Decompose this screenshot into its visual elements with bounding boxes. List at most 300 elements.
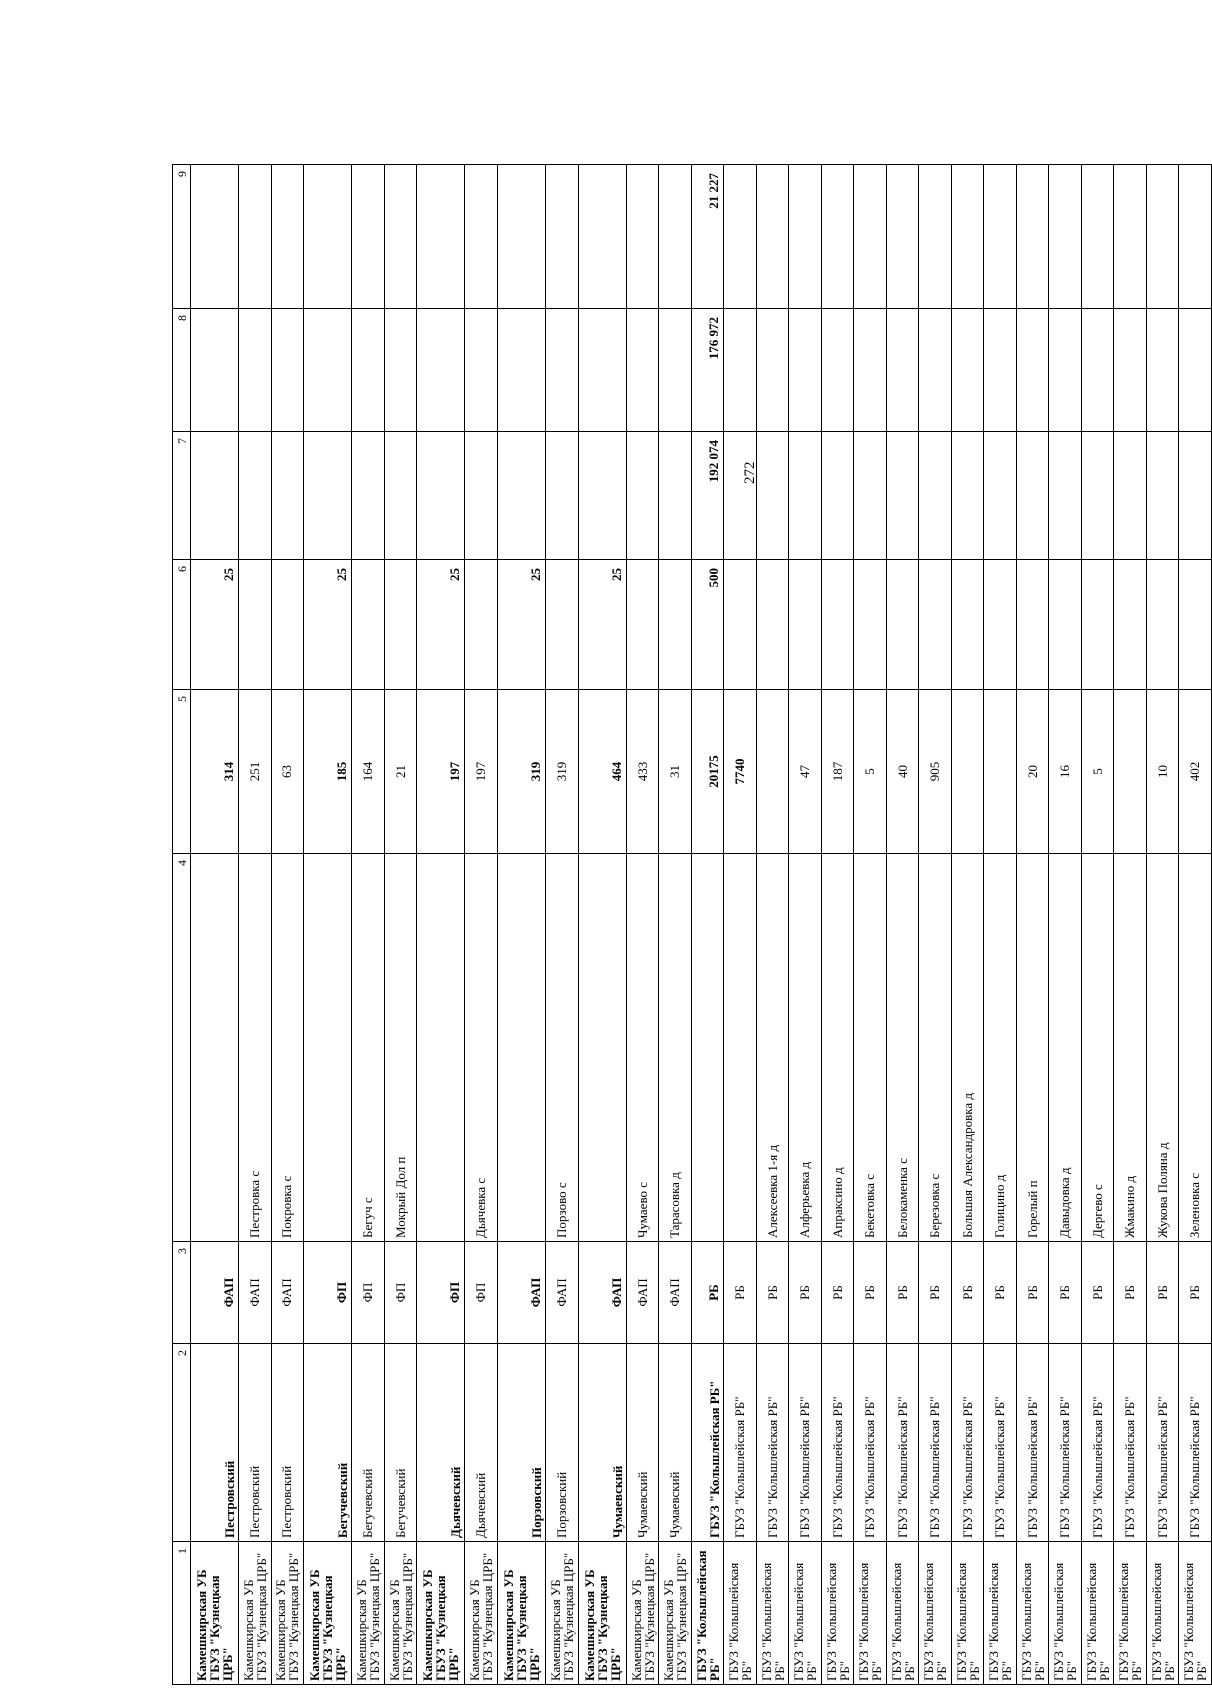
- table-row: [578, 165, 626, 1685]
- institution-line: ГБУЗ "Кольшлейская РБ": [888, 1562, 917, 1681]
- cell-col-8: [417, 309, 465, 432]
- cell-col-7: [1146, 432, 1179, 560]
- table-row: [1114, 165, 1147, 1685]
- institution-line: ГБУЗ "Кузнецкая ЦРБ": [253, 1552, 269, 1681]
- cell-col-1: [1016, 1542, 1049, 1685]
- cell-col-1: [352, 1542, 385, 1685]
- cell-col-8: [854, 309, 887, 432]
- cell-col-7: [854, 432, 887, 560]
- cell-col-9: [1114, 165, 1147, 309]
- cell-col-7: [1081, 432, 1114, 560]
- cell-col-1: [239, 1542, 272, 1685]
- cell-col-2: Порзовский: [546, 1344, 579, 1542]
- cell-col-9: [1016, 165, 1049, 309]
- cell-col-9: [352, 165, 385, 309]
- cell-col-4: Бегуч с: [352, 854, 385, 1242]
- institution-line: ГБУЗ "Кольшлейская РБ": [921, 1562, 950, 1681]
- cell-col-2: ГБУЗ "Кольшлейская РБ": [724, 1344, 757, 1542]
- column-number-row: [173, 165, 191, 1685]
- institution-line: ГБУЗ "Кольшлейская РБ": [1083, 1562, 1112, 1681]
- cell-col-7: [756, 432, 789, 560]
- cell-col-7: [417, 432, 465, 560]
- cell-col-8: [304, 309, 352, 432]
- cell-col-4: Бекетовка с: [854, 854, 887, 1242]
- cell-col-5: [951, 690, 984, 854]
- cell-col-8: [1016, 309, 1049, 432]
- table-row: [724, 165, 757, 1685]
- cell-col-5: 21: [384, 690, 417, 854]
- cell-col-6: [984, 560, 1017, 690]
- cell-col-4: Жмакино д: [1114, 854, 1147, 1242]
- cell-col-3: РБ: [854, 1242, 887, 1344]
- cell-col-9: [1146, 165, 1179, 309]
- cell-col-1: [821, 1542, 854, 1685]
- cell-col-7: 192 074: [691, 432, 724, 560]
- institution-line: Камешкирская УБ: [354, 1579, 370, 1681]
- cell-col-1: [951, 1542, 984, 1685]
- cell-col-8: [1114, 309, 1147, 432]
- column-number-1: 1: [173, 1542, 191, 1685]
- cell-col-4: [691, 854, 724, 1242]
- cell-col-2: ГБУЗ "Кольшлейская РБ": [1016, 1344, 1049, 1542]
- column-number-3: 3: [173, 1242, 191, 1344]
- cell-col-1: [1146, 1542, 1179, 1685]
- cell-col-6: [1016, 560, 1049, 690]
- cell-col-1: [1049, 1542, 1082, 1685]
- cell-col-3: РБ: [1049, 1242, 1082, 1344]
- column-number-9: 9: [173, 165, 191, 309]
- cell-col-3: РБ: [821, 1242, 854, 1344]
- cell-col-3: РБ: [1016, 1242, 1049, 1344]
- cell-col-3: РБ: [789, 1242, 822, 1344]
- cell-col-6: 25: [417, 560, 465, 690]
- cell-col-9: [724, 165, 757, 309]
- table-row: [304, 165, 352, 1685]
- institution-line: Камешкирская УБ: [467, 1579, 483, 1681]
- cell-col-2: Чумаевский: [626, 1344, 659, 1542]
- cell-col-1: [1081, 1542, 1114, 1685]
- data-table: [172, 164, 1212, 1685]
- cell-col-1: [497, 1542, 545, 1685]
- cell-col-9: [497, 165, 545, 309]
- cell-col-8: [465, 309, 498, 432]
- cell-col-8: [578, 309, 626, 432]
- cell-col-8: [984, 309, 1017, 432]
- cell-col-7: [951, 432, 984, 560]
- cell-col-3: РБ: [1146, 1242, 1179, 1344]
- cell-col-7: [724, 432, 757, 560]
- cell-col-3: ФП: [384, 1242, 417, 1344]
- cell-col-7: [659, 432, 692, 560]
- table-row: [271, 165, 304, 1685]
- cell-col-6: [1081, 560, 1114, 690]
- cell-col-1: [546, 1542, 579, 1685]
- table-row: [1146, 165, 1179, 1685]
- cell-col-6: [951, 560, 984, 690]
- institution-line: ГБУЗ "Кольшлейская РБ": [1018, 1562, 1047, 1681]
- cell-col-9: [239, 165, 272, 309]
- cell-col-8: [497, 309, 545, 432]
- table-row: [919, 165, 952, 1685]
- cell-col-9: [1081, 165, 1114, 309]
- cell-col-3: РБ: [1179, 1242, 1212, 1344]
- table-row: [352, 165, 385, 1685]
- institution-line: ГБУЗ "Кузнецкая ЦРБ": [286, 1552, 302, 1681]
- cell-col-4: Зеленовка с: [1179, 854, 1212, 1242]
- cell-col-1: [919, 1542, 952, 1685]
- institution-line: Камешкирская УБ: [386, 1579, 402, 1681]
- cell-col-1: [191, 1542, 239, 1685]
- cell-col-8: [546, 309, 579, 432]
- cell-col-1: [384, 1542, 417, 1685]
- cell-col-5: 905: [919, 690, 952, 854]
- cell-col-6: 25: [578, 560, 626, 690]
- cell-col-7: [984, 432, 1017, 560]
- cell-col-3: ФП: [304, 1242, 352, 1344]
- cell-col-5: 16: [1049, 690, 1082, 854]
- cell-col-8: 176 972: [691, 309, 724, 432]
- cell-col-2: Чумаевский: [578, 1344, 626, 1542]
- column-number-6: 6: [173, 560, 191, 690]
- cell-col-5: [756, 690, 789, 854]
- cell-col-3: ФАП: [239, 1242, 272, 1344]
- cell-col-1: [304, 1542, 352, 1685]
- table-row: [659, 165, 692, 1685]
- cell-col-9: 21 227: [691, 165, 724, 309]
- institution-line: ГБУЗ "Кольшлейская РБ": [1181, 1562, 1210, 1681]
- cell-col-3: РБ: [919, 1242, 952, 1344]
- institution-line: ГБУЗ "Кольшлейская РБ": [1116, 1562, 1145, 1681]
- table-row: [821, 165, 854, 1685]
- table-row: [789, 165, 822, 1685]
- institution-line: ГБУЗ "Кольшлейская РБ": [726, 1562, 755, 1681]
- institution-line: ГБУЗ "Кольшлейская РБ": [1051, 1562, 1080, 1681]
- cell-col-5: [1114, 690, 1147, 854]
- cell-col-9: [821, 165, 854, 309]
- cell-col-9: [919, 165, 952, 309]
- cell-col-4: [724, 854, 757, 1242]
- table-row: [497, 165, 545, 1685]
- cell-col-1: [691, 1542, 724, 1685]
- cell-col-8: [789, 309, 822, 432]
- cell-col-4: Пестровка с: [239, 854, 272, 1242]
- cell-col-3: ФП: [417, 1242, 465, 1344]
- cell-col-4: Дьячевка с: [465, 854, 498, 1242]
- cell-col-9: [417, 165, 465, 309]
- institution-line: Камешкирская УБ: [581, 1569, 597, 1681]
- cell-col-2: ГБУЗ "Кольшлейская РБ": [919, 1344, 952, 1542]
- cell-col-1: [417, 1542, 465, 1685]
- cell-col-1: [1179, 1542, 1212, 1685]
- cell-col-9: [271, 165, 304, 309]
- institution-line: Камешкирская УБ: [661, 1579, 677, 1681]
- page-number: 272: [742, 461, 758, 484]
- table-row: [546, 165, 579, 1685]
- cell-col-9: [789, 165, 822, 309]
- cell-col-2: ГБУЗ "Кольшлейская РБ": [1146, 1344, 1179, 1542]
- cell-col-1: [789, 1542, 822, 1685]
- cell-col-7: [465, 432, 498, 560]
- cell-col-4: Апраксино д: [821, 854, 854, 1242]
- institution-line: ГБУЗ "Кузнецкая ЦРБ": [320, 1575, 349, 1681]
- cell-col-4: Горелый п: [1016, 854, 1049, 1242]
- cell-col-5: 433: [626, 690, 659, 854]
- cell-col-6: [239, 560, 272, 690]
- cell-col-6: 25: [497, 560, 545, 690]
- cell-col-2: Пестровский: [239, 1344, 272, 1542]
- cell-col-8: [951, 309, 984, 432]
- cell-col-7: [546, 432, 579, 560]
- cell-col-3: РБ: [1081, 1242, 1114, 1344]
- table-row: [886, 165, 919, 1685]
- cell-col-4: Чумаево с: [626, 854, 659, 1242]
- cell-col-2: Бегучевский: [304, 1344, 352, 1542]
- cell-col-2: Пестровский: [191, 1344, 239, 1542]
- cell-col-5: 402: [1179, 690, 1212, 854]
- cell-col-4: Голицино д: [984, 854, 1017, 1242]
- institution-line: Камешкирская УБ: [628, 1579, 644, 1681]
- cell-col-2: Дьячевский: [465, 1344, 498, 1542]
- cell-col-6: [465, 560, 498, 690]
- cell-col-7: [1016, 432, 1049, 560]
- cell-col-4: Мокрый Дол п: [384, 854, 417, 1242]
- cell-col-5: 187: [821, 690, 854, 854]
- cell-col-5: 164: [352, 690, 385, 854]
- cell-col-5: 314: [191, 690, 239, 854]
- cell-col-4: Белокаменка с: [886, 854, 919, 1242]
- cell-col-3: РБ: [756, 1242, 789, 1344]
- table-row: [191, 165, 239, 1685]
- cell-col-3: ФАП: [578, 1242, 626, 1344]
- cell-col-5: 185: [304, 690, 352, 854]
- cell-col-2: Порзовский: [497, 1344, 545, 1542]
- cell-col-3: РБ: [724, 1242, 757, 1344]
- institution-line: ГБУЗ "Кузнецкая ЦРБ": [560, 1552, 576, 1681]
- institution-line: Камешкирская УБ: [194, 1569, 210, 1681]
- cell-col-5: 63: [271, 690, 304, 854]
- cell-col-1: [984, 1542, 1017, 1685]
- cell-col-8: [626, 309, 659, 432]
- institution-line: Камешкирская УБ: [501, 1569, 517, 1681]
- institution-line: Камешкирская УБ: [547, 1579, 563, 1681]
- institution-line: Камешкирская УБ: [307, 1569, 323, 1681]
- cell-col-9: [1179, 165, 1212, 309]
- cell-col-2: ГБУЗ "Кольшлейская РБ": [984, 1344, 1017, 1542]
- cell-col-5: 47: [789, 690, 822, 854]
- cell-col-9: [1049, 165, 1082, 309]
- cell-col-6: [659, 560, 692, 690]
- institution-line: Камешкирская УБ: [420, 1569, 436, 1681]
- cell-col-4: Покровка с: [271, 854, 304, 1242]
- table-row: [1179, 165, 1212, 1685]
- column-number-7: 7: [173, 432, 191, 560]
- cell-col-8: [239, 309, 272, 432]
- cell-col-8: [821, 309, 854, 432]
- cell-col-9: [626, 165, 659, 309]
- institution-line: ГБУЗ "Кольшлейская РБ": [693, 1550, 722, 1681]
- cell-col-5: 20: [1016, 690, 1049, 854]
- cell-col-2: ГБУЗ "Кольшлейская РБ": [1081, 1344, 1114, 1542]
- cell-col-9: [191, 165, 239, 309]
- cell-col-1: [578, 1542, 626, 1685]
- cell-col-3: ФП: [465, 1242, 498, 1344]
- cell-col-3: РБ: [1114, 1242, 1147, 1344]
- cell-col-4: Березовка с: [919, 854, 952, 1242]
- cell-col-6: 25: [304, 560, 352, 690]
- column-number-2: 2: [173, 1344, 191, 1542]
- cell-col-6: [886, 560, 919, 690]
- cell-col-7: [626, 432, 659, 560]
- table-row: [384, 165, 417, 1685]
- cell-col-5: 464: [578, 690, 626, 854]
- cell-col-6: [789, 560, 822, 690]
- cell-col-6: [1179, 560, 1212, 690]
- cell-col-3: ФАП: [546, 1242, 579, 1344]
- table-row: [1081, 165, 1114, 1685]
- cell-col-3: ФАП: [271, 1242, 304, 1344]
- institution-line: ГБУЗ "Кузнецкая ЦРБ": [433, 1575, 462, 1681]
- cell-col-5: 319: [546, 690, 579, 854]
- institution-line: ГБУЗ "Кузнецкая ЦРБ": [480, 1552, 496, 1681]
- cell-col-9: [984, 165, 1017, 309]
- cell-col-5: 10: [1146, 690, 1179, 854]
- institution-line: ГБУЗ "Кузнецкая ЦРБ": [514, 1575, 543, 1681]
- cell-col-9: [854, 165, 887, 309]
- cell-col-5: 5: [1081, 690, 1114, 854]
- table-row: [984, 165, 1017, 1685]
- cell-col-9: [546, 165, 579, 309]
- cell-col-4: [304, 854, 352, 1242]
- cell-col-9: [304, 165, 352, 309]
- cell-col-5: 7740: [724, 690, 757, 854]
- cell-col-4: Алферьевка д: [789, 854, 822, 1242]
- cell-col-5: 31: [659, 690, 692, 854]
- table-row: [691, 165, 724, 1685]
- cell-col-5: 197: [465, 690, 498, 854]
- cell-col-5: 20175: [691, 690, 724, 854]
- cell-col-5: 197: [417, 690, 465, 854]
- cell-col-7: [886, 432, 919, 560]
- cell-col-6: [919, 560, 952, 690]
- cell-col-7: [821, 432, 854, 560]
- cell-col-2: Пестровский: [271, 1344, 304, 1542]
- table-row: [239, 165, 272, 1685]
- cell-col-4: [191, 854, 239, 1242]
- cell-col-1: [465, 1542, 498, 1685]
- cell-col-4: [578, 854, 626, 1242]
- cell-col-3: ФАП: [626, 1242, 659, 1344]
- cell-col-1: [271, 1542, 304, 1685]
- cell-col-8: [724, 309, 757, 432]
- institution-line: ГБУЗ "Кузнецкая ЦРБ": [367, 1552, 383, 1681]
- column-number-5: 5: [173, 690, 191, 854]
- cell-col-6: [1146, 560, 1179, 690]
- cell-col-9: [578, 165, 626, 309]
- table-row: [756, 165, 789, 1685]
- table-row: [417, 165, 465, 1685]
- cell-col-7: [239, 432, 272, 560]
- cell-col-9: [659, 165, 692, 309]
- cell-col-3: ФАП: [497, 1242, 545, 1344]
- cell-col-3: РБ: [886, 1242, 919, 1344]
- cell-col-7: [1049, 432, 1082, 560]
- cell-col-7: [384, 432, 417, 560]
- cell-col-1: [854, 1542, 887, 1685]
- cell-col-2: ГБУЗ "Кольшлейская РБ": [886, 1344, 919, 1542]
- cell-col-2: ГБУЗ "Кольшлейская РБ": [756, 1344, 789, 1542]
- cell-col-8: [1146, 309, 1179, 432]
- cell-col-6: [1114, 560, 1147, 690]
- cell-col-3: ФАП: [191, 1242, 239, 1344]
- cell-col-7: [1179, 432, 1212, 560]
- institution-line: ГБУЗ "Кузнецкая ЦРБ": [674, 1552, 690, 1681]
- cell-col-8: [919, 309, 952, 432]
- institution-line: ГБУЗ "Кольшлейская РБ": [1148, 1562, 1177, 1681]
- institution-line: ГБУЗ "Кузнецкая ЦРБ": [207, 1575, 236, 1681]
- institution-line: ГБУЗ "Кольшлейская РБ": [758, 1562, 787, 1681]
- cell-col-6: [352, 560, 385, 690]
- institution-line: ГБУЗ "Кольшлейская РБ": [791, 1562, 820, 1681]
- cell-col-1: [756, 1542, 789, 1685]
- cell-col-5: 319: [497, 690, 545, 854]
- cell-col-8: [659, 309, 692, 432]
- institution-line: ГБУЗ "Кольшлейская РБ": [986, 1562, 1015, 1681]
- cell-col-5: [984, 690, 1017, 854]
- cell-col-8: [191, 309, 239, 432]
- cell-col-4: Большая Александровка д: [951, 854, 984, 1242]
- table-row: [626, 165, 659, 1685]
- cell-col-6: [854, 560, 887, 690]
- table-body: [173, 165, 1212, 1685]
- cell-col-6: [1049, 560, 1082, 690]
- cell-col-4: Давыдовка д: [1049, 854, 1082, 1242]
- cell-col-8: [756, 309, 789, 432]
- table-row: [1016, 165, 1049, 1685]
- cell-col-6: [756, 560, 789, 690]
- cell-col-7: [919, 432, 952, 560]
- cell-col-8: [886, 309, 919, 432]
- cell-col-7: [304, 432, 352, 560]
- cell-col-6: [821, 560, 854, 690]
- cell-col-3: РБ: [984, 1242, 1017, 1344]
- cell-col-3: РБ: [691, 1242, 724, 1344]
- institution-line: ГБУЗ "Кузнецкая ЦРБ": [641, 1552, 657, 1681]
- cell-col-8: [1081, 309, 1114, 432]
- cell-col-2: ГБУЗ "Кольшлейская РБ": [1179, 1344, 1212, 1542]
- cell-col-7: [1114, 432, 1147, 560]
- cell-col-3: ФП: [352, 1242, 385, 1344]
- cell-col-4: [417, 854, 465, 1242]
- cell-col-2: ГБУЗ "Кольшлейская РБ": [1049, 1344, 1082, 1542]
- column-number-8: 8: [173, 309, 191, 432]
- cell-col-7: [497, 432, 545, 560]
- cell-col-9: [465, 165, 498, 309]
- cell-col-9: [886, 165, 919, 309]
- rotated-table-wrapper: [172, 165, 1212, 1685]
- cell-col-6: 500: [691, 560, 724, 690]
- cell-col-1: [626, 1542, 659, 1685]
- cell-col-6: [724, 560, 757, 690]
- cell-col-1: [659, 1542, 692, 1685]
- institution-line: ГБУЗ "Кузнецкая ЦРБ": [399, 1552, 415, 1681]
- cell-col-8: [352, 309, 385, 432]
- cell-col-6: [271, 560, 304, 690]
- table-row: [951, 165, 984, 1685]
- cell-col-4: Порзово с: [546, 854, 579, 1242]
- cell-col-2: ГБУЗ "Кольшлейская РБ": [951, 1344, 984, 1542]
- institution-line: ГБУЗ "Кольшлейская РБ": [823, 1562, 852, 1681]
- cell-col-2: ГБУЗ "Кольшлейская РБ": [789, 1344, 822, 1542]
